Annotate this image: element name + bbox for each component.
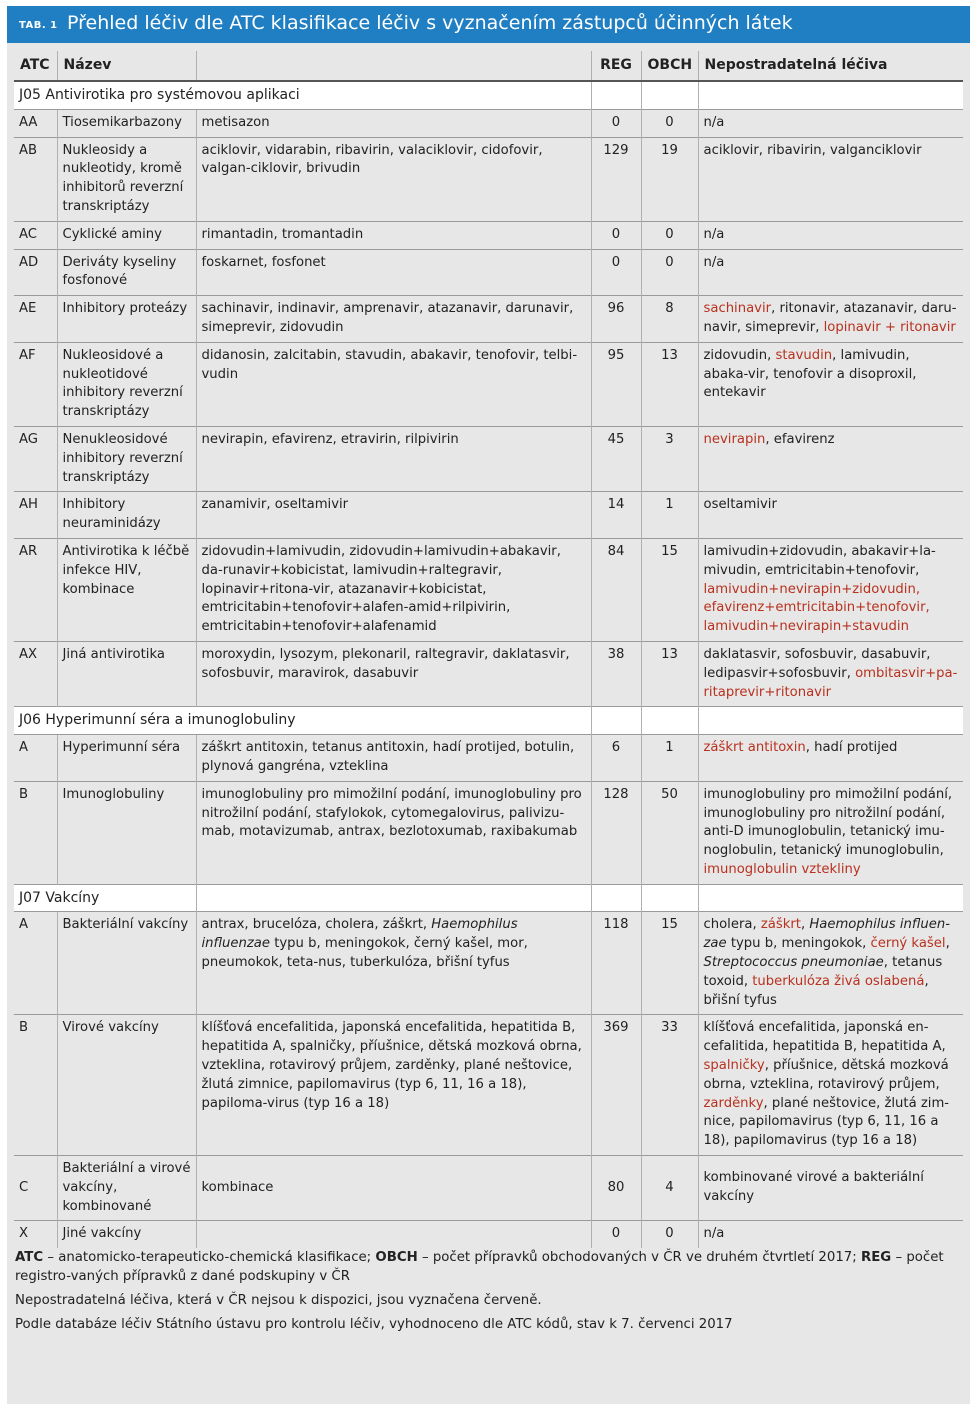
reg-count: 14 [591,492,641,539]
col-header-essential: Nepostradatelná léčiva [698,51,963,81]
unavailable-drug: záškrt [760,917,801,933]
essential-drugs: oseltamivir [698,492,963,539]
reg-count: 0 [591,221,641,249]
drug-text: imunoglobuliny pro mimožilní podání, imunoglobuliny pro nitrožilní podání, anti-D imunoglobulin, tetanický imu-noglobulin, tetanický imunoglobulin, [703,786,953,859]
table-row [14,109,963,137]
reg-count: 6 [591,735,641,782]
substances: nevirapin, efavirenz, etravirin, rilpivirin [196,426,591,491]
reg-count: 0 [591,249,641,296]
atc-code: B [14,781,57,884]
table-row [14,1015,963,1156]
substances: kombinace [196,1156,591,1221]
drug-text: , [800,917,810,933]
substances: moroxydin, lysozym, plekonaril, raltegravir, daklatasvir, sofosbuvir, maravirok, dasabuvir [196,641,591,706]
atc-code: X [14,1221,57,1248]
col-header-substances [196,51,591,81]
unavailable-drug: lamivudin+nevirapin+stavudin [703,619,909,635]
substances [196,1221,591,1248]
essential-drugs [698,912,963,1015]
obch-count: 8 [641,296,698,343]
obch-count: 19 [641,137,698,221]
header-row [14,51,963,81]
substances: aciklovir, vidarabin, ribavirin, valaciklovir, cidofovir, valgan-ciklovir, brivudin [196,137,591,221]
unavailable-drug: sachinavir [703,301,772,317]
essential-drugs [698,781,963,884]
atc-code: A [14,735,57,782]
reg-count: 0 [591,109,641,137]
unavailable-drug: černý kašel [870,936,946,952]
atc-code: AC [14,221,57,249]
drug-text: , příušnice, dětská mozková obrna, vzteklina, rotavirový průjem, [703,1058,949,1092]
drug-text: , hadí protijed [805,740,898,756]
drug-text: , ritonavir, atazanavir, daru-navir, simeprevir, [703,301,957,335]
unavailable-drug: imunoglobulin vztekliny [703,861,861,877]
table-row [14,912,963,1015]
obch-count: 4 [641,1156,698,1221]
table-row [14,249,963,296]
table-row [14,342,963,426]
abbr-definition: – anatomicko-terapeuticko-chemická klasifikace; [43,1250,376,1265]
essential-drugs: n/a [698,249,963,296]
obch-count: 0 [641,1221,698,1248]
reg-count: 80 [591,1156,641,1221]
unavailable-drug: zarděnky [703,1095,764,1111]
atc-code: AF [14,342,57,426]
section-row [14,707,963,735]
atc-code: C [14,1156,57,1221]
group-name: Hyperimunní séra [57,735,196,782]
col-header-atc: ATC [14,51,57,81]
substances: didanosin, zalcitabin, stavudin, abakavir, tenofovir, telbi-vudin [196,342,591,426]
table-notes [15,1248,965,1339]
substances: sachinavir, indinavir, amprenavir, atazanavir, darunavir, simeprevir, zidovudin [196,296,591,343]
table-row [14,296,963,343]
table-row [14,641,963,706]
obch-count: 50 [641,781,698,884]
reg-count: 0 [591,1221,641,1248]
essential-drugs [698,426,963,491]
obch-count: 13 [641,342,698,426]
red-marking-note: Nepostradatelná léčiva, která v ČR nejsou k dispozici, jsou vyznačena červeně. [15,1293,542,1308]
drug-text: , plané neštovice, žlutá zim-nice, papilomavirus (typ 6, 11, 16 a 18), papilomavirus (typ 16 a 18) [703,1095,950,1149]
section-row [14,884,963,912]
reg-count: 369 [591,1015,641,1156]
obch-count: 1 [641,492,698,539]
substances: imunoglobuliny pro mimožilní podání, imunoglobuliny pro nitrožilní podání, stafylokok, cytomegalovirus, palivizu-mab, motavizumab, antrax, bezlotoxumab, raxibakumab [196,781,591,884]
essential-drugs: n/a [698,1221,963,1248]
unavailable-drug: ombitasvir+pa-ritaprevir+ritonavir [703,665,958,700]
col-header-name: Název [57,51,196,81]
essential-drugs [698,1015,963,1156]
latin-name: Haemophilus influenzae [201,917,518,952]
atc-code: AG [14,426,57,491]
obch-count: 3 [641,426,698,491]
essential-drugs [698,296,963,343]
abbr-definition: – počet přípravků obchodovaných v ČR ve druhém čtvrtletí 2017; [417,1250,861,1265]
group-name: Bakteriální a virové vakcíny, kombinované [57,1156,196,1221]
latin-name: Streptococcus pneumoniae [703,955,884,971]
substances: foskarnet, fosfonet [196,249,591,296]
table-caption [7,6,970,43]
essential-drugs [698,538,963,641]
source-note: Podle databáze léčiv Státního ústavu pro kontrolu léčiv, vyhodnoceno dle ATC kódů, stav k 7. červenci 2017 [15,1317,733,1332]
drug-text: , lamivudin, abaka-vir, tenofovir a disoproxil, entekavir [703,347,917,401]
section-title: J07 Vakcíny [14,884,196,912]
col-header-reg: REG [591,51,641,81]
atc-code: AA [14,109,57,137]
group-name: Inhibitory proteázy [57,296,196,343]
col-header-obch: OBCH [641,51,698,81]
table-row [14,426,963,491]
substances: rimantadin, tromantadin [196,221,591,249]
obch-count: 0 [641,249,698,296]
unavailable-drug: stavudin [775,347,833,363]
abbr-term: ATC [15,1250,44,1265]
obch-count: 15 [641,912,698,1015]
essential-drugs [698,342,963,426]
reg-count: 129 [591,137,641,221]
reg-count: 128 [591,781,641,884]
obch-count: 33 [641,1015,698,1156]
group-name: Deriváty kyseliny fosfonové [57,249,196,296]
table-row [14,492,963,539]
reg-count: 38 [591,641,641,706]
table-row [14,137,963,221]
drug-text: cholera, [703,917,761,933]
group-name: Jiné vakcíny [57,1221,196,1248]
atc-code: AX [14,641,57,706]
table-title: Přehled léčiv dle ATC klasifikace léčiv s vyznačením zástupců účinných látek [67,12,793,34]
drug-text: typu b, meningokok, černý kašel, mor, pneumokok, teta-nus, tuberkulóza, břišní tyfus [201,936,528,971]
group-name: Virové vakcíny [57,1015,196,1156]
atc-code: AH [14,492,57,539]
obch-count: 0 [641,109,698,137]
atc-code: AE [14,296,57,343]
table-row [14,221,963,249]
group-name: Cyklické aminy [57,221,196,249]
table-row [14,1221,963,1248]
reg-count: 84 [591,538,641,641]
atc-table [14,51,963,1248]
atc-code: A [14,912,57,1015]
obch-count: 1 [641,735,698,782]
table-row [14,538,963,641]
abbr-term: REG [860,1250,892,1265]
essential-drugs: n/a [698,109,963,137]
substances: zidovudin+lamivudin, zidovudin+lamivudin+abakavir, da-runavir+kobicistat, lamivudin+raltegravir, lopinavir+ritona-vir, atazanavir+kobicistat, emtricitabin+tenofovir+alafen-amid+rilpivirin, emtricitabin+tenofovir+alafenamid [196,538,591,641]
abbr-definition: – počet registro-vaných přípravků z dané podskupiny v ČR [15,1250,944,1284]
drug-text: , tetanus toxoid, [703,955,943,989]
section-title: J05 Antivirotika pro systémovou aplikaci [14,81,591,109]
group-name: Jiná antivirotika [57,641,196,706]
drug-text: lamivudin+zidovudin, abakavir+la-mivudin, emtricitabin+tenofovir, [703,543,936,578]
substances: záškrt antitoxin, tetanus antitoxin, hadí protijed, botulin, plynová gangréna, vzteklina [196,735,591,782]
reg-count: 118 [591,912,641,1015]
essential-drugs: n/a [698,221,963,249]
substances: zanamivir, oseltamivir [196,492,591,539]
drug-text: , břišní tyfus [703,973,929,1008]
unavailable-drug: nevirapin [703,431,766,447]
atc-code: AD [14,249,57,296]
drug-text: daklatasvir, sofosbuvir, dasabuvir, ledipasvir+sofosbuvir, [703,646,931,681]
drug-text: antrax, brucelóza, cholera, záškrt, [201,917,432,933]
obch-count: 13 [641,641,698,706]
unavailable-drug: spalničky [703,1058,765,1074]
substances: klíšťová encefalitida, japonská encefalitida, hepatitida B, hepatitida A, spalničky, příušnice, dětská mozková obrna, vzteklina, rotavirový průjem, zarděnky, plané neštovice, žlutá zimnice, papilomavirus (typ 6, 11, 16 a 18), papiloma-virus (typ 16 a 18) [196,1015,591,1156]
essential-drugs: kombinované virové a bakteriální vakcíny [698,1156,963,1221]
drug-text: , efavirenz [765,431,835,447]
group-name: Inhibitory neuraminidázy [57,492,196,539]
atc-code: B [14,1015,57,1156]
obch-count: 15 [641,538,698,641]
group-name: Nukleosidové a nukleotidové inhibitory reverzní transkriptázy [57,342,196,426]
table-row [14,781,963,884]
drug-text: typu b, meningokok, [726,936,871,952]
group-name: Antivirotika k léčbě infekce HIV, kombinace [57,538,196,641]
abbr-term: OBCH [375,1250,418,1265]
atc-code: AB [14,137,57,221]
substances [196,912,591,1015]
table-row [14,1156,963,1221]
substances: metisazon [196,109,591,137]
table-row [14,735,963,782]
section-title: J06 Hyperimunní séra a imunoglobuliny [14,707,591,735]
reg-count: 45 [591,426,641,491]
latin-name: Haemophilus influen-zae [703,917,950,952]
unavailable-drug: záškrt antitoxin [703,740,806,756]
essential-drugs: aciklovir, ribavirin, valganciklovir [698,137,963,221]
essential-drugs [698,735,963,782]
unavailable-drug: efavirenz+emtricitabin+tenofovir, [703,600,930,616]
table-number: TAB. 1 [19,20,58,31]
abbreviation-note [15,1248,965,1286]
reg-count: 95 [591,342,641,426]
essential-drugs [698,641,963,706]
drug-text: zidovudin, [703,347,776,363]
section-row [14,81,963,109]
obch-count: 0 [641,221,698,249]
unavailable-drug: lamivudin+nevirapin+zidovudin, [703,581,921,597]
group-name: Nukleosidy a nukleotidy, kromě inhibitorů reverzní transkriptázy [57,137,196,221]
unavailable-drug: lopinavir + ritonavir [823,319,956,335]
group-name: Bakteriální vakcíny [57,912,196,1015]
drug-text: , [945,936,950,952]
group-name: Tiosemikarbazony [57,109,196,137]
group-name: Nenukleosidové inhibitory reverzní transkriptázy [57,426,196,491]
unavailable-drug: tuberkulóza živá oslabená [752,973,925,989]
atc-code: AR [14,538,57,641]
reg-count: 96 [591,296,641,343]
drug-text: klíšťová encefalitida, japonská en-cefalitida, hepatitida B, hepatitida A, [703,1020,946,1055]
group-name: Imunoglobuliny [57,781,196,884]
